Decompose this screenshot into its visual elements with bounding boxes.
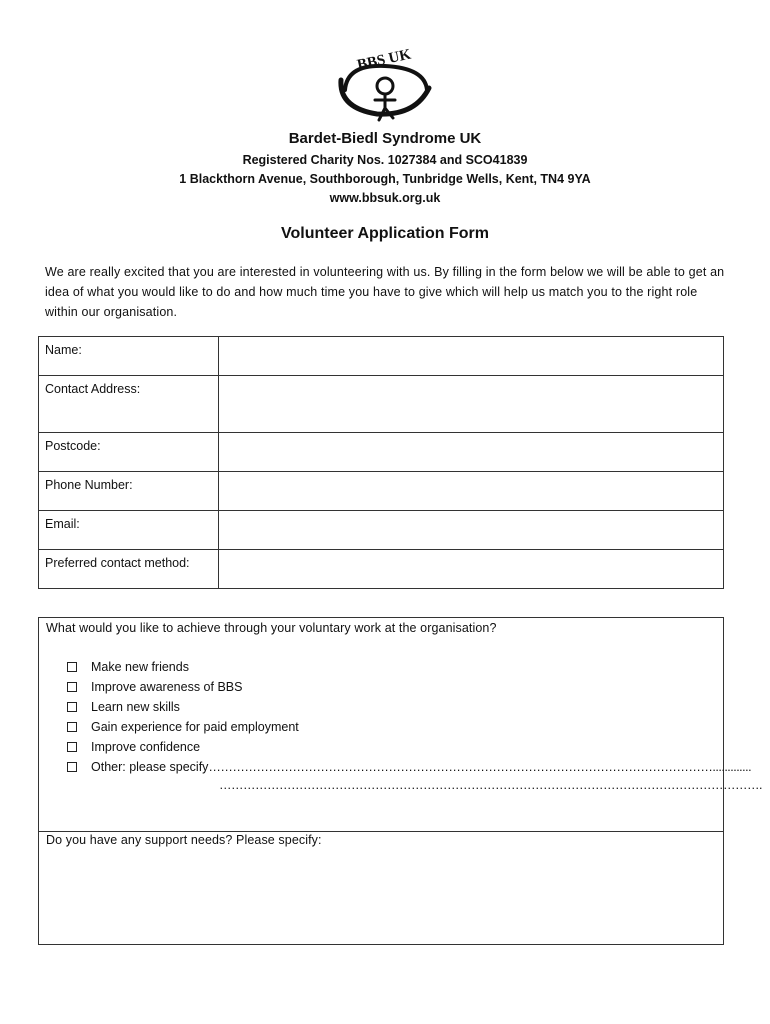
checkbox[interactable] — [67, 682, 77, 692]
contact-details-table — [38, 336, 724, 589]
other-specify-line-1[interactable]: ………………………………………………………………………………………………………………............. — [208, 760, 752, 774]
checkbox[interactable] — [67, 662, 77, 672]
other-specify-line-2[interactable]: ………………………………………………………………………………………………………………………. — [219, 778, 762, 792]
name-label: Name: — [39, 337, 219, 376]
checkbox[interactable] — [67, 762, 77, 772]
option-make-new-friends — [67, 658, 751, 678]
option-label: Other: please specify — [91, 760, 209, 774]
option-gain-experience — [67, 718, 751, 738]
phone-field[interactable] — [219, 472, 724, 511]
support-section[interactable] — [38, 830, 724, 945]
bbs-uk-logo — [335, 42, 435, 130]
option-improve-awareness — [67, 678, 751, 698]
org-website: www.bbsuk.org.uk — [329, 191, 441, 205]
option-label: Make new friends — [91, 660, 189, 674]
phone-label: Phone Number: — [39, 472, 219, 511]
charity-number: Registered Charity Nos. 1027384 and SCO41839 — [242, 153, 528, 167]
form-title: Volunteer Application Form — [280, 225, 489, 242]
option-learn-new-skills — [67, 698, 751, 718]
postcode-field[interactable] — [219, 433, 724, 472]
checkbox[interactable] — [67, 742, 77, 752]
address-label: Contact Address: — [39, 376, 219, 433]
address-field[interactable] — [219, 376, 724, 433]
logo-text: BBS UK — [355, 46, 413, 74]
option-label: Improve awareness of BBS — [91, 680, 243, 694]
email-field[interactable] — [219, 511, 724, 550]
postcode-label: Postcode: — [39, 433, 219, 472]
intro-paragraph: We are really excited that you are interested in volunteering with us. By filling in the form below we will be able to get an idea of what you would like to do and how much time you have to give which will help us match you to the right role within our organisation. — [45, 265, 725, 319]
checkbox[interactable] — [67, 722, 77, 732]
option-label: Learn new skills — [91, 700, 180, 714]
contact-method-field[interactable] — [219, 550, 724, 589]
option-label: Improve confidence — [91, 740, 201, 754]
contact-method-label: Preferred contact method: — [39, 550, 219, 589]
achieve-section — [38, 617, 762, 832]
option-other — [67, 758, 751, 778]
checkbox[interactable] — [67, 702, 77, 712]
achieve-options — [67, 658, 751, 778]
support-question: Do you have any support needs? Please specify: — [46, 833, 322, 847]
option-label: Gain experience for paid employment — [91, 720, 299, 734]
achieve-question: What would you like to achieve through your voluntary work at the organisation? — [46, 621, 497, 635]
org-address: 1 Blackthorn Avenue, Southborough, Tunbridge Wells, Kent, TN4 9YA — [179, 172, 591, 186]
org-name: Bardet-Biedl Syndrome UK — [288, 130, 482, 147]
option-improve-confidence — [67, 738, 751, 758]
name-field[interactable] — [219, 337, 724, 376]
email-label: Email: — [39, 511, 219, 550]
